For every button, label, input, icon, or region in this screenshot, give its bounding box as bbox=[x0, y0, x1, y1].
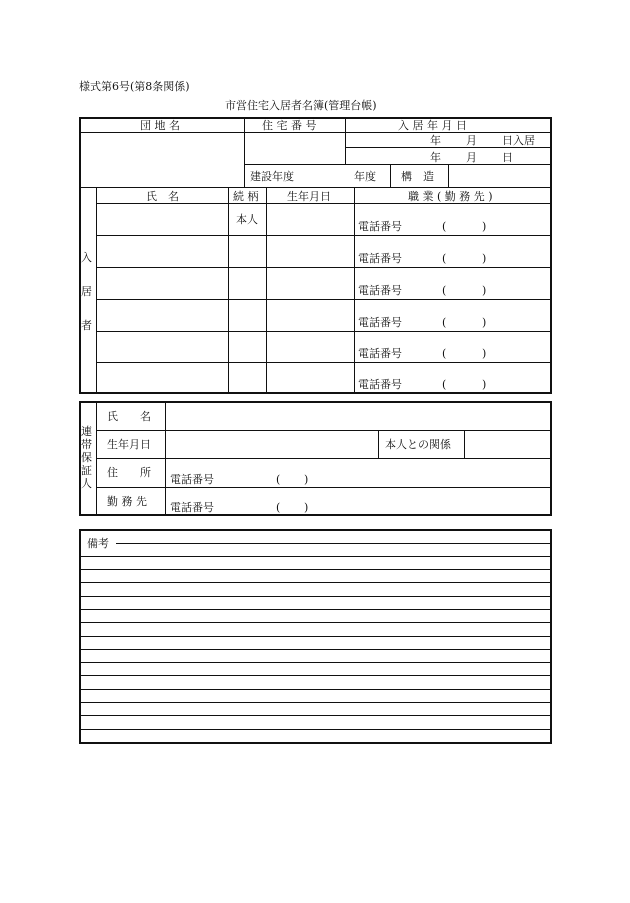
form-code: 様式第6号(第8条関係) bbox=[79, 80, 190, 93]
col-birth: 生年月日 bbox=[287, 190, 331, 203]
guarantor-side-label-1: 連 bbox=[81, 425, 92, 438]
phone-label: 電話番号 bbox=[358, 378, 402, 391]
unit-number-label: 住 宅 番 号 bbox=[262, 119, 317, 132]
paren-close: ) bbox=[304, 501, 309, 514]
structure-label: 構 造 bbox=[401, 170, 434, 183]
paren-close: ) bbox=[304, 473, 309, 486]
phone-label: 電話番号 bbox=[358, 347, 402, 360]
paren-close: ) bbox=[482, 378, 487, 391]
construction-year-label: 建設年度 bbox=[250, 170, 294, 183]
paren-close: ) bbox=[482, 347, 487, 360]
phone-label: 電話番号 bbox=[358, 220, 402, 233]
page-title: 市営住宅入居者名簿(管理台帳) bbox=[225, 99, 377, 112]
date-month: 月 bbox=[466, 134, 477, 147]
paren-close: ) bbox=[482, 284, 487, 297]
self-label: 本人 bbox=[236, 213, 258, 226]
phone-label: 電話番号 bbox=[358, 284, 402, 297]
guarantor-birth-label: 生年月日 bbox=[107, 438, 151, 451]
guarantor-work-phone-label: 電話番号 bbox=[170, 501, 214, 514]
phone-label: 電話番号 bbox=[358, 316, 402, 329]
paren-open: ( bbox=[442, 220, 447, 233]
resident-side-label-3: 者 bbox=[81, 319, 92, 332]
date-year: 年 bbox=[430, 134, 441, 147]
resident-side-label-1: 入 bbox=[81, 251, 92, 264]
guarantor-side-label-3: 保 bbox=[81, 451, 92, 464]
date-year-2: 年 bbox=[430, 151, 441, 164]
paren-close: ) bbox=[482, 220, 487, 233]
complex-name-label: 団 地 名 bbox=[140, 119, 180, 132]
paren-open: ( bbox=[276, 501, 281, 514]
paren-close: ) bbox=[482, 252, 487, 265]
resident-side-label-2: 居 bbox=[81, 285, 92, 298]
guarantor-name-label: 氏 名 bbox=[107, 410, 151, 423]
guarantor-address-label: 住 所 bbox=[107, 466, 151, 479]
nendo-label: 年度 bbox=[354, 170, 376, 183]
paren-close: ) bbox=[482, 316, 487, 329]
guarantor-side-label-2: 帯 bbox=[81, 438, 92, 451]
guarantor-side-label-4: 証 bbox=[81, 464, 92, 477]
move-in-date-label: 入 居 年 月 日 bbox=[398, 119, 467, 132]
paren-open: ( bbox=[442, 347, 447, 360]
guarantor-relation-label: 本人との関係 bbox=[385, 438, 451, 451]
date-day-2: 日 bbox=[502, 151, 513, 164]
remarks-label: 備考 bbox=[87, 537, 109, 550]
date-month-2: 月 bbox=[466, 151, 477, 164]
paren-open: ( bbox=[442, 316, 447, 329]
paren-open: ( bbox=[276, 473, 281, 486]
paren-open: ( bbox=[442, 284, 447, 297]
col-name: 氏 名 bbox=[146, 190, 179, 203]
phone-label: 電話番号 bbox=[358, 252, 402, 265]
paren-open: ( bbox=[442, 378, 447, 391]
col-relation: 続 柄 bbox=[233, 190, 259, 203]
paren-open: ( bbox=[442, 252, 447, 265]
col-occupation: 職 業 ( 勤 務 先 ) bbox=[408, 190, 493, 203]
guarantor-address-phone-label: 電話番号 bbox=[170, 473, 214, 486]
guarantor-side-label-5: 人 bbox=[81, 477, 92, 490]
date-day-movein: 日入居 bbox=[502, 134, 535, 147]
guarantor-workplace-label: 勤 務 先 bbox=[107, 495, 147, 508]
